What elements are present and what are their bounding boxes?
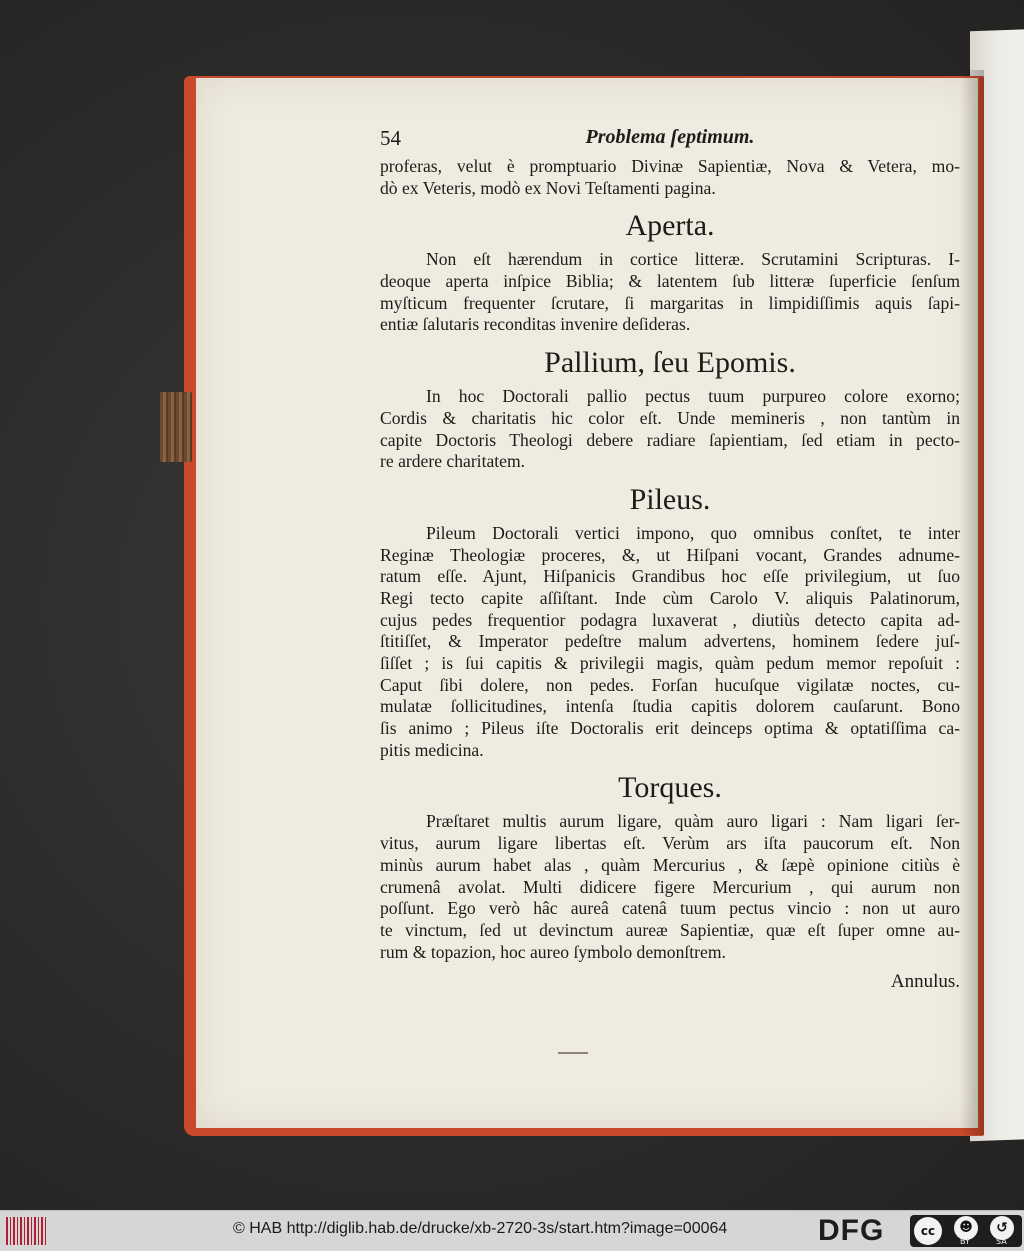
footer-bar — [0, 1210, 1024, 1251]
text-line: poſſunt. Ego verò hâc aureâ catenâ tuum pectus vincio : non ut auro — [380, 898, 960, 919]
text-line: re ardere charitatem. — [380, 451, 526, 472]
text-line: Non eſt hærendum in cortice litteræ. Scrutamini Scripturas. I- — [426, 249, 960, 270]
text-line: minùs aurum habet alas , quàm Mercurius , & ſæpè opinione citiùs è — [380, 854, 960, 875]
by-label: BY — [960, 1237, 970, 1246]
text-line: pitis medicina. — [380, 739, 484, 760]
text-line: cujus pedes frequentior podagra luxaverat , diutiùs detecto capita ad- — [380, 609, 960, 630]
text-line: capite Doctoris Theologi debere radiare ſapientiam, ſed etiam in pecto- — [380, 429, 960, 450]
share-alike-icon: ↺ — [990, 1216, 1014, 1240]
text-line: rum & topazion, hoc aureo ſymbolo demonſtrem. — [380, 941, 726, 962]
text-line: dò ex Veteris, modò ex Novi Teſtamenti pagina. — [380, 177, 716, 198]
text-line: Pileum Doctorali vertici impono, quo omnibus conſtet, te inter — [426, 522, 960, 543]
running-title: Problema ſeptimum. — [585, 126, 755, 148]
text-line: entiæ ſalutaris reconditas invenire deſideras. — [380, 314, 691, 335]
text-line: deoque aperta inſpice Biblia; & latentem ſub litteræ ſuperficie ſenſum — [380, 271, 960, 292]
dfg-logo: DFG — [818, 1214, 885, 1247]
section-heading: Pallium, ſeu Epomis. — [544, 346, 796, 380]
cc-icon: cc — [914, 1217, 942, 1245]
text-line: proferas, velut è promptuario Divinæ Sapientiæ, Nova & Vetera, mo- — [380, 156, 960, 176]
text-line: ſiſſet ; is ſui capitis & privilegii magis, quàm pedum memor repoſuit : — [380, 653, 960, 673]
section-heading: Aperta. — [625, 209, 715, 243]
text-line: vitus, aurum ligare libertas eſt. Verùm ars iſta paucorum eſt. Non — [380, 833, 960, 854]
text-line: mulatæ ſollicitudines, intenſa ſtudia capitis dolorem cauſarunt. Bono — [380, 696, 960, 717]
signature-mark — [558, 1052, 588, 1054]
page-number: 54 — [380, 126, 401, 150]
hab-logo — [6, 1217, 46, 1245]
text-line: Reginæ Theologiæ proceres, &, ut Hiſpani vocant, Grandes adnume- — [380, 544, 960, 565]
text-line: ratum eſſe. Ajunt, Hiſpanicis Grandibus hoc eſſe privilegium, ut ſuo — [380, 566, 960, 587]
text-line: ſtitiſſet, & Imperator pedeſtre malum advertens, hominem ſedere juſ- — [380, 631, 960, 652]
page-text — [380, 126, 960, 993]
catchword: Annulus. — [890, 971, 960, 993]
bookmark-ribbon — [160, 392, 192, 462]
text-line: Caput ſibi dolere, non pedes. Forſan hucuſque vigilatæ noctes, cu- — [380, 674, 960, 695]
section-heading: Torques. — [618, 771, 722, 805]
attribution-icon: ☻ — [954, 1216, 978, 1240]
page-header — [380, 126, 960, 156]
text-line: Regi tecto capite aſſiſtant. Inde cùm Carolo V. aliquis Palatinorum, — [380, 587, 960, 608]
section-heading: Pileus. — [629, 482, 711, 516]
sa-label: SA — [996, 1237, 1007, 1246]
copyright-link[interactable]: © HAB http://diglib.hab.de/drucke/xb-2720-3s/start.htm?image=00064 — [233, 1220, 728, 1237]
text-line: Cordis & charitatis hic color eſt. Unde memineris , non tantùm in — [380, 407, 960, 428]
text-line: te vinctum, ſed ut devinctum aureæ Sapientiæ, quæ eſt ſuper omne au- — [380, 919, 960, 940]
text-line: myſticum frequenter ſcrutare, ſi margaritas in limpidiſſimis aquis ſapi- — [380, 292, 960, 313]
text-line: crumenâ avolat. Multi didicere figere Mercurium , qui aurum non — [380, 876, 960, 897]
cc-license-badge[interactable] — [910, 1215, 1022, 1247]
text-line: ſis animo ; Pileus iſte Doctoralis erit deinceps optima & optatiſſima ca- — [380, 718, 960, 739]
text-line: Præſtaret multis aurum ligare, quàm auro ligari : Nam ligari ſer- — [426, 811, 960, 832]
text-line: In hoc Doctorali pallio pectus tuum purpureo colore exorno; — [426, 386, 960, 407]
gutter-shadow — [960, 70, 984, 1135]
